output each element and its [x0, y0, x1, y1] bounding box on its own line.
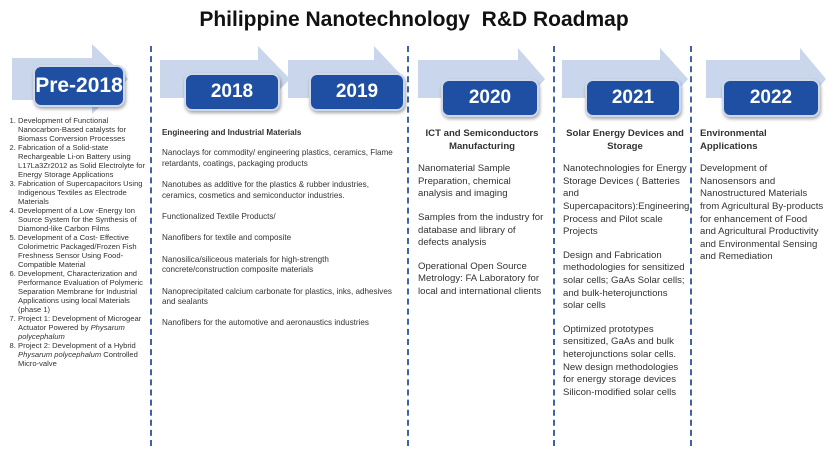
list-item: 1. Development of Functional Nanocarbon-Based catalysts for Biomass Conversion Processes [18, 116, 146, 143]
year-box-pre2018: Pre-2018 [33, 65, 125, 107]
list-item: Nanomaterial Sample Preparation, chemical analysis and imaging [418, 163, 511, 200]
list-item [18, 341, 146, 368]
list-item: Nanofibers for the automotive and aeronaustics industries [162, 318, 369, 328]
item-italic: Physarum polycephalum [18, 350, 102, 359]
column-heading: Solar Energy Devices and Storage [566, 128, 684, 152]
divider-4 [690, 46, 692, 446]
column-heading: Engineering and Industrial Materials [162, 128, 302, 137]
column-2020 [418, 128, 546, 310]
column-pre2018 [6, 116, 146, 368]
year-box-2022: 2022 [722, 79, 820, 117]
list-item: 5. Development of a Cost- Effective Colorimetric Packaged/Frozen Fish Freshness Sensor Using Food-Compatible Material [18, 233, 146, 269]
divider-1 [150, 46, 152, 446]
list-item: Nanofibers for textile and composite [162, 233, 292, 243]
item-after: Controlled Micro-valve [18, 350, 138, 368]
divider-3 [553, 46, 555, 446]
pre2018-list [6, 116, 146, 368]
list-item: Design and Fabrication methodologies for sensitized solar cells; GaAs Solar cells; and bulk-heterojunctions solar cells [563, 249, 685, 312]
list-item: Nanotubes as additive for the plastics & rubber industries, ceramics, cosmetics and semiconductor industries. [162, 180, 369, 200]
item-italic: Physarum polycephalum [18, 323, 125, 341]
column-heading: Environmental Applications [700, 128, 767, 152]
list-item: Nanoclays for commodity/ engineering plastics, ceramics, Flame retardants, coatings, packaging products [162, 148, 393, 168]
column-heading: ICT and Semiconductors Manufacturing [425, 128, 539, 152]
year-box-2021: 2021 [585, 79, 681, 117]
list-item: Functionalized Textile Products/ [162, 212, 276, 222]
divider-2 [407, 46, 409, 446]
year-box-2020: 2020 [441, 79, 539, 117]
item-text: Project 2: Development of a Hybrid [18, 341, 136, 350]
list-item [18, 314, 146, 341]
column-2022 [700, 128, 824, 275]
list-item: Nanoprecipitated calcium carbonate for plastics, inks, adhesives and sealants [162, 286, 392, 307]
list-item: Development of Nanosensors and Nanostructured Materials from Agricultural By-products for enhancement of Food and Agricultural Productivity and Environmental Sensing and Remediation [700, 163, 824, 263]
year-box-2018: 2018 [184, 73, 280, 111]
year-box-2019: 2019 [309, 73, 405, 111]
list-item: Operational Open Source Metrology: FA Laboratory for local and international clients [418, 260, 542, 297]
list-item: 4. Development of a Low -Energy Ion Source System for the Synthesis of Diamond-like Carbon Films [18, 206, 146, 233]
list-item: Nanotechnologies for Energy Storage Devices ( Batteries and Supercapacitors):Engineering Process and Pilot scale Projects [563, 163, 690, 238]
page-title: Philippine Nanotechnology R&D Roadmap [199, 8, 629, 31]
list-item: Samples from the industry for database and library of defects analysis [418, 211, 544, 249]
list-item: 6. Development, Characterization and Performance Evaluation of Polymeric Separation Membrane for Industrial Applications using local Materials (phase 1) [18, 269, 146, 314]
list-item: Nanosilica/siliceous materials for high-strength concrete/construction composite materials [162, 254, 329, 275]
list-item: 2. Fabrication of a Solid-state Rechargeable Li-on Battery using L17La3Zr2012 as Solid Electrolyte for Energy Storage Applications [18, 143, 146, 179]
list-item: Optimized prototypes sensitized, GaAs and bulk heterojunctions solar cells. New design methodologies for energy storage devices Silicon-modified solar cells [563, 323, 679, 398]
list-item: 3. Fabrication of Supercapacitors Using Indigenous Textiles as Electrode Materials [18, 179, 146, 206]
item-text: Project 1: Development of Microgear Actuator Powered by [18, 314, 142, 332]
column-2018 [162, 128, 402, 340]
column-2021 [563, 128, 690, 410]
